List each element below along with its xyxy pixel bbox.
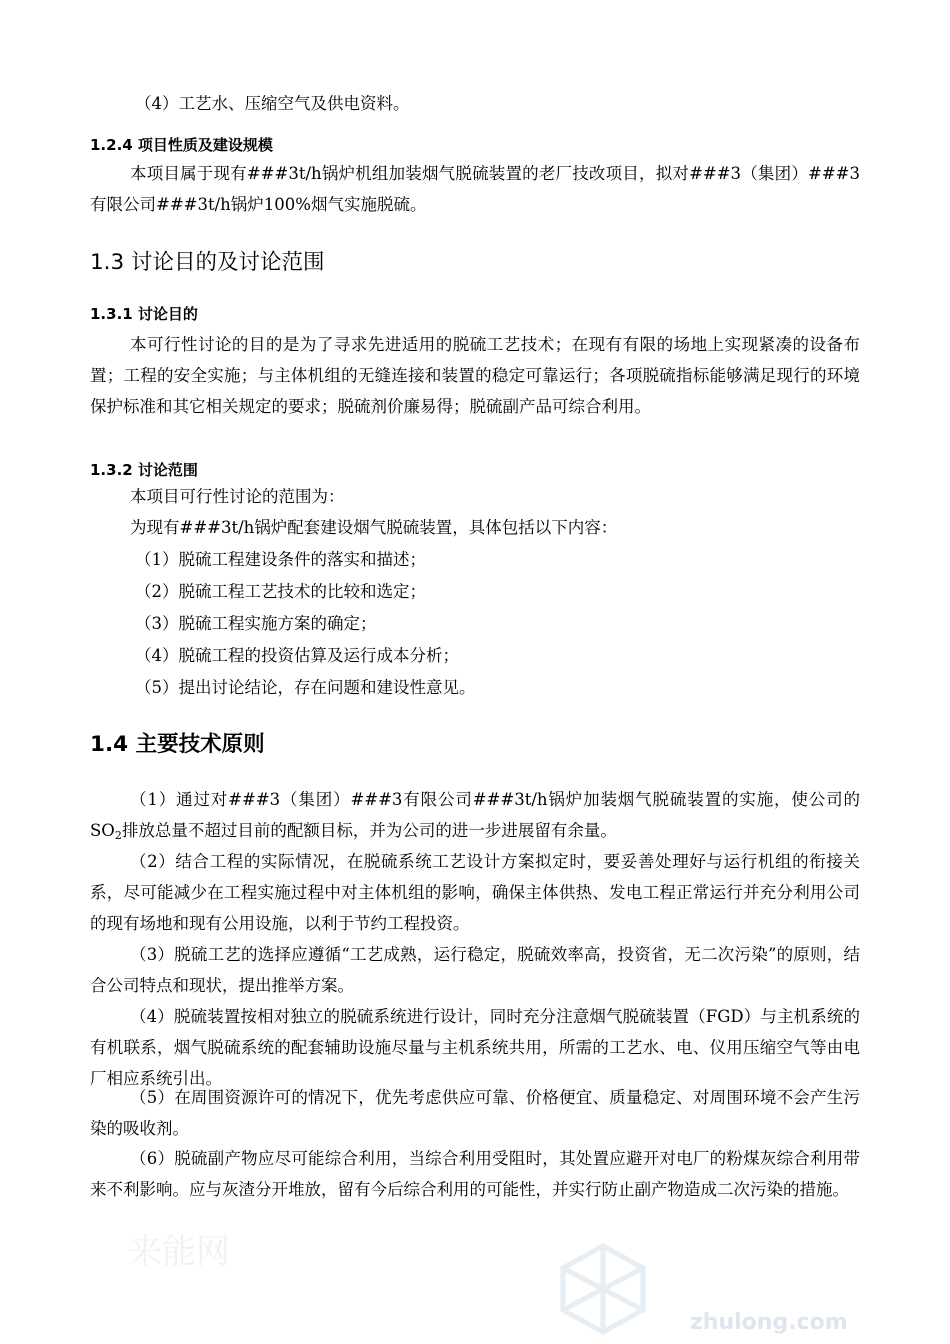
- principle-paragraph-2: （2）结合工程的实际情况，在脱硫系统工艺设计方案拟定时，要妥善处理好与运行机组的衔接关系，尽可能减少在工程实施过程中对主体机组的影响，确保主体供热、发电工程正常运行并充分利用公司的现有场地和现有公用设施，以利于节约工程投资。: [90, 852, 860, 933]
- paragraph-project-nature: 本项目属于现有###3t/h锅炉机组加装烟气脱硫装置的老厂技改项目，拟对###3（集团）###3有限公司###3t/h锅炉100%烟气实施脱硫。: [90, 164, 860, 214]
- so2-subscript: 2: [114, 829, 122, 842]
- study-scope-description: 为现有###3t/h锅炉配套建设烟气脱硫装置，具体包括以下内容：: [130, 518, 618, 537]
- list-item-tech-data-4: （4）工艺水、压缩空气及供电资料。: [135, 94, 410, 113]
- study-scope-intro: 本项目可行性讨论的范围为：: [130, 487, 345, 506]
- principle-1-text-a: （1）通过对###3（集团）###3有限公司###3t/h锅炉加装烟气脱硫装置的实施，使公司的SO: [90, 790, 860, 840]
- principle-1-text-b: 排放总量不超过目前的配额目标，并为公司的进一步进展留有余量。: [121, 821, 617, 840]
- principle-paragraph-1: [90, 784, 860, 851]
- list-item-scope-1: （1）脱硫工程建设条件的落实和描述；: [135, 550, 426, 569]
- list-item-scope-4: （4）脱硫工程的投资估算及运行成本分析；: [135, 646, 459, 665]
- section-heading-1-3-1: 1.3.1 讨论目的: [90, 305, 198, 323]
- snowflake-logo-icon: [548, 1238, 658, 1338]
- section-heading-1-2-4: 1.2.4 项目性质及建设规模: [90, 136, 273, 154]
- list-item-scope-3: （3）脱硫工程实施方案的确定；: [135, 614, 377, 633]
- watermark-left-text: 来能网: [128, 1232, 230, 1272]
- section-heading-1-4: 1.4 主要技术原则: [90, 732, 265, 757]
- list-item-scope-5: （5）提出讨论结论，存在问题和建设性意见。: [135, 678, 476, 697]
- section-heading-1-3: 1.3 讨论目的及讨论范围: [90, 250, 325, 275]
- principle-paragraph-3: （3）脱硫工艺的选择应遵循“工艺成熟，运行稳定，脱硫效率高，投资省，无二次污染”的原则，结合公司特点和现状，提出推举方案。: [90, 945, 860, 995]
- section-heading-1-3-2: 1.3.2 讨论范围: [90, 461, 198, 479]
- watermark-right-text: zhulong.com: [690, 1310, 848, 1335]
- principle-paragraph-5: （5）在周围资源许可的情况下，优先考虑供应可靠、价格便宜、质量稳定、对周围环境不会产生污染的吸收剂。: [90, 1088, 860, 1138]
- list-item-scope-2: （2）脱硫工程工艺技术的比较和选定；: [135, 582, 426, 601]
- principle-paragraph-4: （4）脱硫装置按相对独立的脱硫系统进行设计，同时充分注意烟气脱硫装置（FGD）与主机系统的有机联系，烟气脱硫系统的配套辅助设施尽量与主机系统共用，所需的工艺水、电、仪用压缩空气等由电厂相应系统引出。: [90, 1007, 860, 1088]
- principle-paragraph-6: （6）脱硫副产物应尽可能综合利用，当综合利用受阻时，其处置应避开对电厂的粉煤灰综合利用带来不利影响。应与灰渣分开堆放，留有今后综合利用的可能性，并实行防止副产物造成二次污染的措施。: [90, 1149, 860, 1199]
- paragraph-study-purpose: 本可行性讨论的目的是为了寻求先进适用的脱硫工艺技术；在现有有限的场地上实现紧凑的设备布置；工程的安全实施；与主体机组的无缝连接和装置的稳定可靠运行；各项脱硫指标能够满足现行的环境保护标准和其它相关规定的要求；脱硫剂价廉易得；脱硫副产品可综合利用。: [90, 335, 860, 416]
